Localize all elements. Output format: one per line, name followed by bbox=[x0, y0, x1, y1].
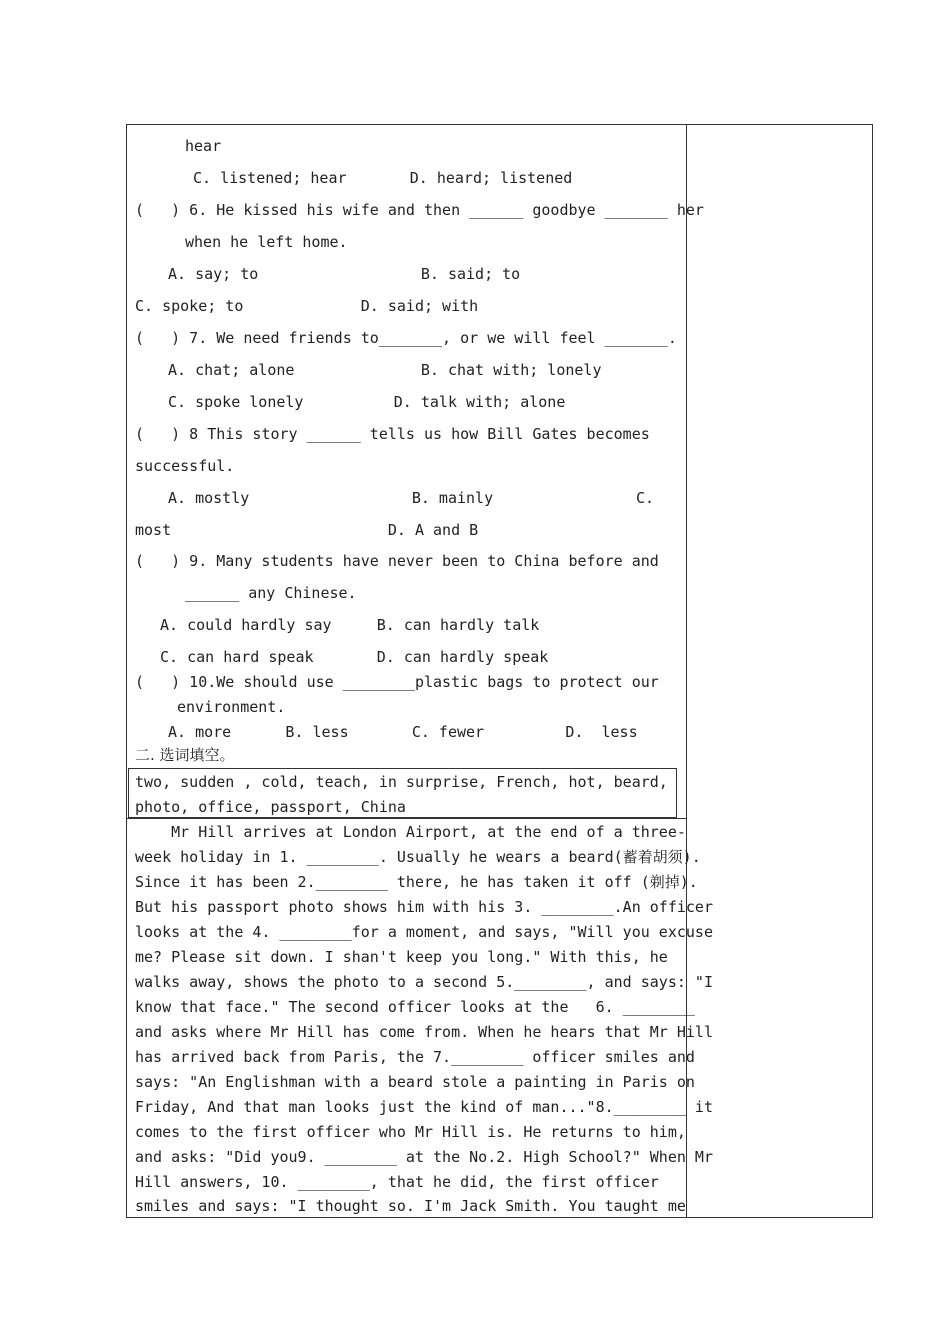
passage-line: and asks: "Did you9. ________ at the No.2. High School?" When Mr bbox=[135, 1148, 713, 1166]
passage-separator bbox=[127, 818, 686, 819]
passage-line: Friday, And that man looks just the kind of man..."8.________ it bbox=[135, 1098, 713, 1116]
passage-line: comes to the first officer who Mr Hill is. He returns to him, bbox=[135, 1123, 686, 1141]
word-bank-line-2: photo, office, passport, China bbox=[135, 798, 406, 816]
q9-stem-cont: ______ any Chinese. bbox=[185, 584, 357, 602]
passage-line: has arrived back from Paris, the 7.________ officer smiles and bbox=[135, 1048, 695, 1066]
q8-option-c-label: C. bbox=[636, 489, 655, 507]
passage-line: Mr Hill arrives at London Airport, at the end of a three- bbox=[135, 823, 686, 841]
q9-options-cd: C. can hard speak D. can hardly speak bbox=[160, 648, 549, 666]
passage-line: know that face." The second officer looks at the 6. ________ bbox=[135, 998, 695, 1016]
q6-options-cd: C. spoke; to D. said; with bbox=[135, 297, 479, 315]
passage-line: walks away, shows the photo to a second 5.________, and says: "I bbox=[135, 973, 713, 991]
q7-options-ab: A. chat; alone B. chat with; lonely bbox=[168, 361, 602, 379]
passage-line: me? Please sit down. I shan't keep you long." With this, he bbox=[135, 948, 668, 966]
q7-options-cd: C. spoke lonely D. talk with; alone bbox=[168, 393, 566, 411]
q5-options-cd: C. listened; hear D. heard; listened bbox=[193, 169, 573, 187]
passage-line: Since it has been 2.________ there, he has taken it off (剃掉). bbox=[135, 873, 698, 891]
q5-continuation: hear bbox=[185, 137, 222, 155]
q9-stem: ( ) 9. Many students have never been to China before and bbox=[135, 552, 659, 570]
q9-options-ab: A. could hardly say B. can hardly talk bbox=[160, 616, 540, 634]
passage-line: smiles and says: "I thought so. I'm Jack Smith. You taught me bbox=[135, 1197, 686, 1215]
q8-stem-cont: successful. bbox=[135, 457, 235, 475]
section2-heading: 二. 选词填空。 bbox=[135, 746, 235, 764]
passage-line: says: "An Englishman with a beard stole a painting in Paris on bbox=[135, 1073, 695, 1091]
q6-stem-cont: when he left home. bbox=[185, 233, 348, 251]
q7-stem: ( ) 7. We need friends to_______, or we will feel _______. bbox=[135, 329, 677, 347]
q8-options-cd: most D. A and B bbox=[135, 521, 479, 539]
passage-line: and asks where Mr Hill has come from. When he hears that Mr Hill bbox=[135, 1023, 713, 1041]
q6-options-ab: A. say; to B. said; to bbox=[168, 265, 521, 283]
passage-line: looks at the 4. ________for a moment, and says, "Will you excuse bbox=[135, 923, 713, 941]
word-bank-line-1: two, sudden , cold, teach, in surprise, French, hot, beard, bbox=[135, 773, 668, 791]
q6-stem: ( ) 6. He kissed his wife and then ______ goodbye _______ her bbox=[135, 201, 704, 219]
passage-line: But his passport photo shows him with his 3. ________.An officer bbox=[135, 898, 713, 916]
q8-stem: ( ) 8 This story ______ tells us how Bill Gates becomes bbox=[135, 425, 650, 443]
passage-line: week holiday in 1. ________. Usually he wears a beard(蓄着胡须). bbox=[135, 848, 701, 866]
q8-options-ab: A. mostly B. mainly bbox=[168, 489, 494, 507]
q10-options: A. more B. less C. fewer D. less bbox=[168, 723, 638, 741]
passage-line: Hill answers, 10. ________, that he did, the first officer bbox=[135, 1173, 659, 1191]
q10-stem-cont: environment. bbox=[177, 698, 286, 716]
q10-stem: ( ) 10.We should use ________plastic bags to protect our bbox=[135, 673, 659, 691]
